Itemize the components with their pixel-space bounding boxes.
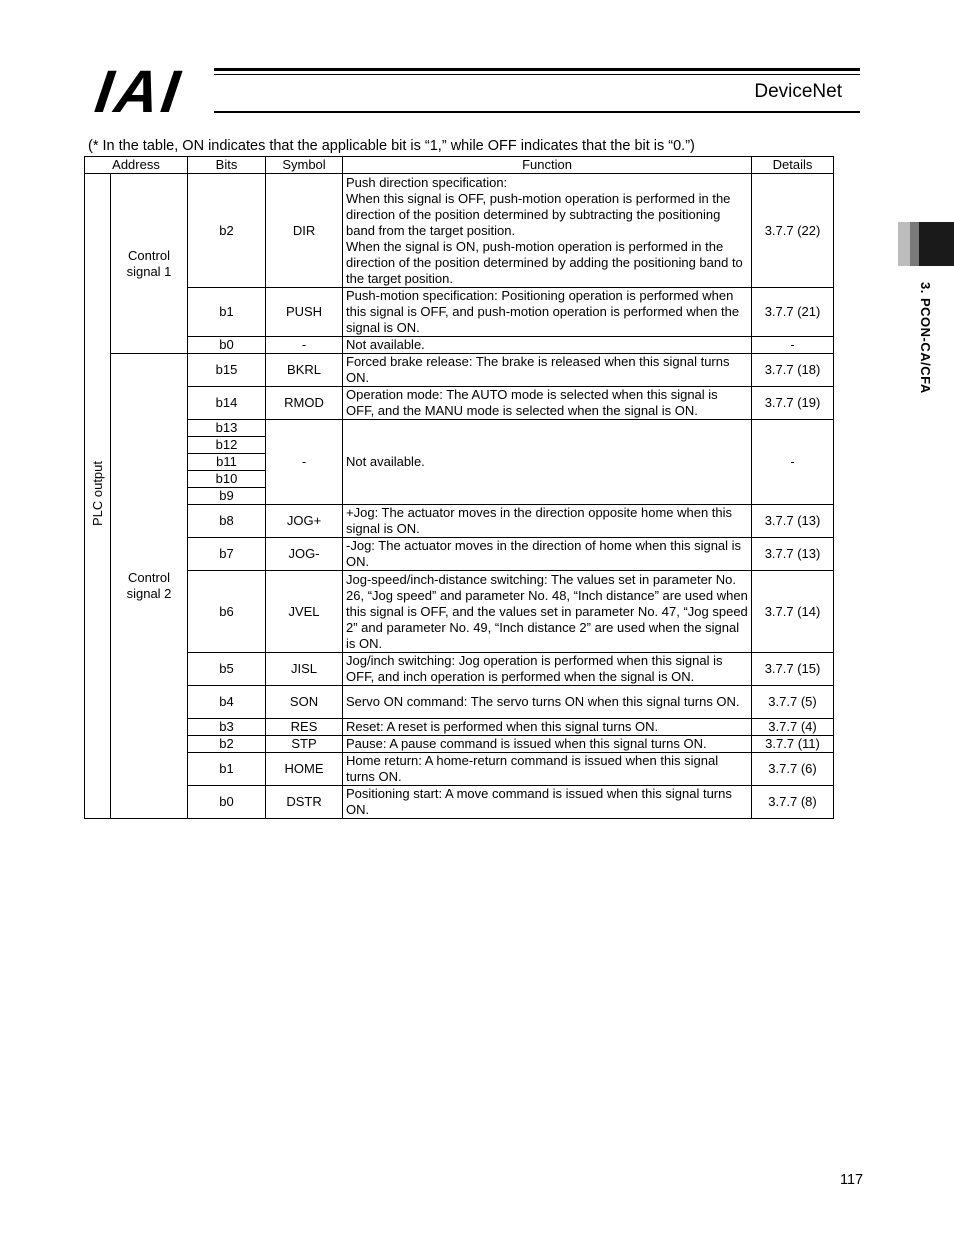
symbol-cell: RES xyxy=(266,719,343,736)
details-cell: 3.7.7 (14) xyxy=(752,571,834,653)
symbol-cell: STP xyxy=(266,736,343,753)
header-function: Function xyxy=(343,157,752,174)
bits-cell: b5 xyxy=(188,653,266,686)
page-number: 117 xyxy=(840,1172,864,1188)
symbol-cell: SON xyxy=(266,686,343,719)
function-cell: Forced brake release: The brake is released when this signal turns ON. xyxy=(343,354,752,387)
bits-cell: b12 xyxy=(188,437,266,454)
function-cell: Positioning start: A move command is issued when this signal turns ON. xyxy=(343,786,752,819)
header-symbol: Symbol xyxy=(266,157,343,174)
details-cell: 3.7.7 (5) xyxy=(752,686,834,719)
iai-logo: IAI xyxy=(91,58,187,125)
bits-cell: b1 xyxy=(188,753,266,786)
symbol-cell: - xyxy=(266,337,343,354)
details-cell: 3.7.7 (13) xyxy=(752,538,834,571)
table-row xyxy=(85,354,834,387)
table-row xyxy=(85,420,834,437)
symbol-cell: JOG- xyxy=(266,538,343,571)
details-cell: 3.7.7 (11) xyxy=(752,736,834,753)
bits-cell: b3 xyxy=(188,719,266,736)
table-row xyxy=(85,571,834,653)
function-cell: Push direction specification: When this signal is OFF, push-motion operation is performed in the direction of the position determined by subtracting the positioning band from the target position. When the signal is ON, push-motion operation is performed in the direction of the position determined by adding the positioning band to the target position. xyxy=(343,174,752,288)
chapter-tab-light xyxy=(898,222,910,266)
function-cell: Push-motion specification: Positioning operation is performed when this signal is OFF, and push-motion operation is performed when the signal is ON. xyxy=(343,288,752,337)
table-row xyxy=(85,753,834,786)
table-row xyxy=(85,505,834,538)
chapter-tab-dark xyxy=(919,222,954,266)
function-cell: Jog/inch switching: Jog operation is performed when this signal is OFF, and inch operation is performed when the signal is ON. xyxy=(343,653,752,686)
bits-cell: b9 xyxy=(188,488,266,505)
bits-cell: b4 xyxy=(188,686,266,719)
details-cell: 3.7.7 (21) xyxy=(752,288,834,337)
function-cell: Jog-speed/inch-distance switching: The values set in parameter No. 26, “Jog speed” and parameter No. 48, “Inch distance” are used when this signal is OFF, and the values set in parameter No. 47, “Jog speed 2” and parameter No. 49, “Inch distance 2” are used when the signal is ON. xyxy=(343,571,752,653)
symbol-cell: - xyxy=(266,420,343,505)
details-cell: 3.7.7 (18) xyxy=(752,354,834,387)
address-control-signal-1: Control signal 1 xyxy=(111,174,188,354)
function-cell: Not available. xyxy=(343,337,752,354)
bits-cell: b14 xyxy=(188,387,266,420)
table-row xyxy=(85,736,834,753)
details-cell: 3.7.7 (15) xyxy=(752,653,834,686)
plc-output-signal-table xyxy=(84,156,834,819)
header-rule-bottom xyxy=(214,111,860,113)
details-cell: 3.7.7 (4) xyxy=(752,719,834,736)
details-cell: 3.7.7 (22) xyxy=(752,174,834,288)
table-row xyxy=(85,538,834,571)
table-row xyxy=(85,337,834,354)
symbol-cell: JISL xyxy=(266,653,343,686)
table-row xyxy=(85,653,834,686)
details-cell: 3.7.7 (19) xyxy=(752,387,834,420)
symbol-cell: HOME xyxy=(266,753,343,786)
header-details: Details xyxy=(752,157,834,174)
function-cell: Pause: A pause command is issued when this signal turns ON. xyxy=(343,736,752,753)
table-note: (* In the table, ON indicates that the applicable bit is “1,” while OFF indicates that the bit is “0.”) xyxy=(88,138,695,154)
symbol-cell: BKRL xyxy=(266,354,343,387)
function-cell: -Jog: The actuator moves in the direction of home when this signal is ON. xyxy=(343,538,752,571)
chapter-side-label: 3. PCON-CA/CFA xyxy=(918,282,933,394)
table-row xyxy=(85,686,834,719)
header-address: Address xyxy=(85,157,188,174)
function-cell: Reset: A reset is performed when this signal turns ON. xyxy=(343,719,752,736)
bits-cell: b2 xyxy=(188,174,266,288)
table-row xyxy=(85,288,834,337)
details-cell: 3.7.7 (6) xyxy=(752,753,834,786)
details-cell: 3.7.7 (13) xyxy=(752,505,834,538)
table-row xyxy=(85,719,834,736)
bits-cell: b6 xyxy=(188,571,266,653)
header-bits: Bits xyxy=(188,157,266,174)
address-control-signal-2: Control signal 2 xyxy=(111,354,188,819)
symbol-cell: JOG+ xyxy=(266,505,343,538)
bits-cell: b10 xyxy=(188,471,266,488)
bits-cell: b11 xyxy=(188,454,266,471)
bits-cell: b0 xyxy=(188,786,266,819)
function-cell: Not available. xyxy=(343,420,752,505)
bits-cell: b13 xyxy=(188,420,266,437)
function-cell: Operation mode: The AUTO mode is selected when this signal is OFF, and the MANU mode is selected when the signal is ON. xyxy=(343,387,752,420)
function-cell: Servo ON command: The servo turns ON when this signal turns ON. xyxy=(343,686,752,719)
bits-cell: b1 xyxy=(188,288,266,337)
details-cell: - xyxy=(752,337,834,354)
address-plc-output xyxy=(85,174,111,819)
table-row xyxy=(85,786,834,819)
chapter-tab-mid xyxy=(910,222,919,266)
symbol-cell: RMOD xyxy=(266,387,343,420)
bits-cell: b8 xyxy=(188,505,266,538)
bits-cell: b7 xyxy=(188,538,266,571)
bits-cell: b15 xyxy=(188,354,266,387)
table-row xyxy=(85,174,834,288)
symbol-cell: PUSH xyxy=(266,288,343,337)
details-cell: 3.7.7 (8) xyxy=(752,786,834,819)
header-rule-top xyxy=(214,68,860,71)
symbol-cell: DSTR xyxy=(266,786,343,819)
plc-output-label: PLC output xyxy=(89,461,105,527)
function-cell: Home return: A home-return command is issued when this signal turns ON. xyxy=(343,753,752,786)
details-cell: - xyxy=(752,420,834,505)
header-title: DeviceNet xyxy=(754,81,842,102)
function-cell: +Jog: The actuator moves in the direction opposite home when this signal is ON. xyxy=(343,505,752,538)
bits-cell: b2 xyxy=(188,736,266,753)
symbol-cell: DIR xyxy=(266,174,343,288)
table-header-row xyxy=(85,157,834,174)
table-row xyxy=(85,387,834,420)
symbol-cell: JVEL xyxy=(266,571,343,653)
bits-cell: b0 xyxy=(188,337,266,354)
header-rule-thin xyxy=(214,74,860,75)
